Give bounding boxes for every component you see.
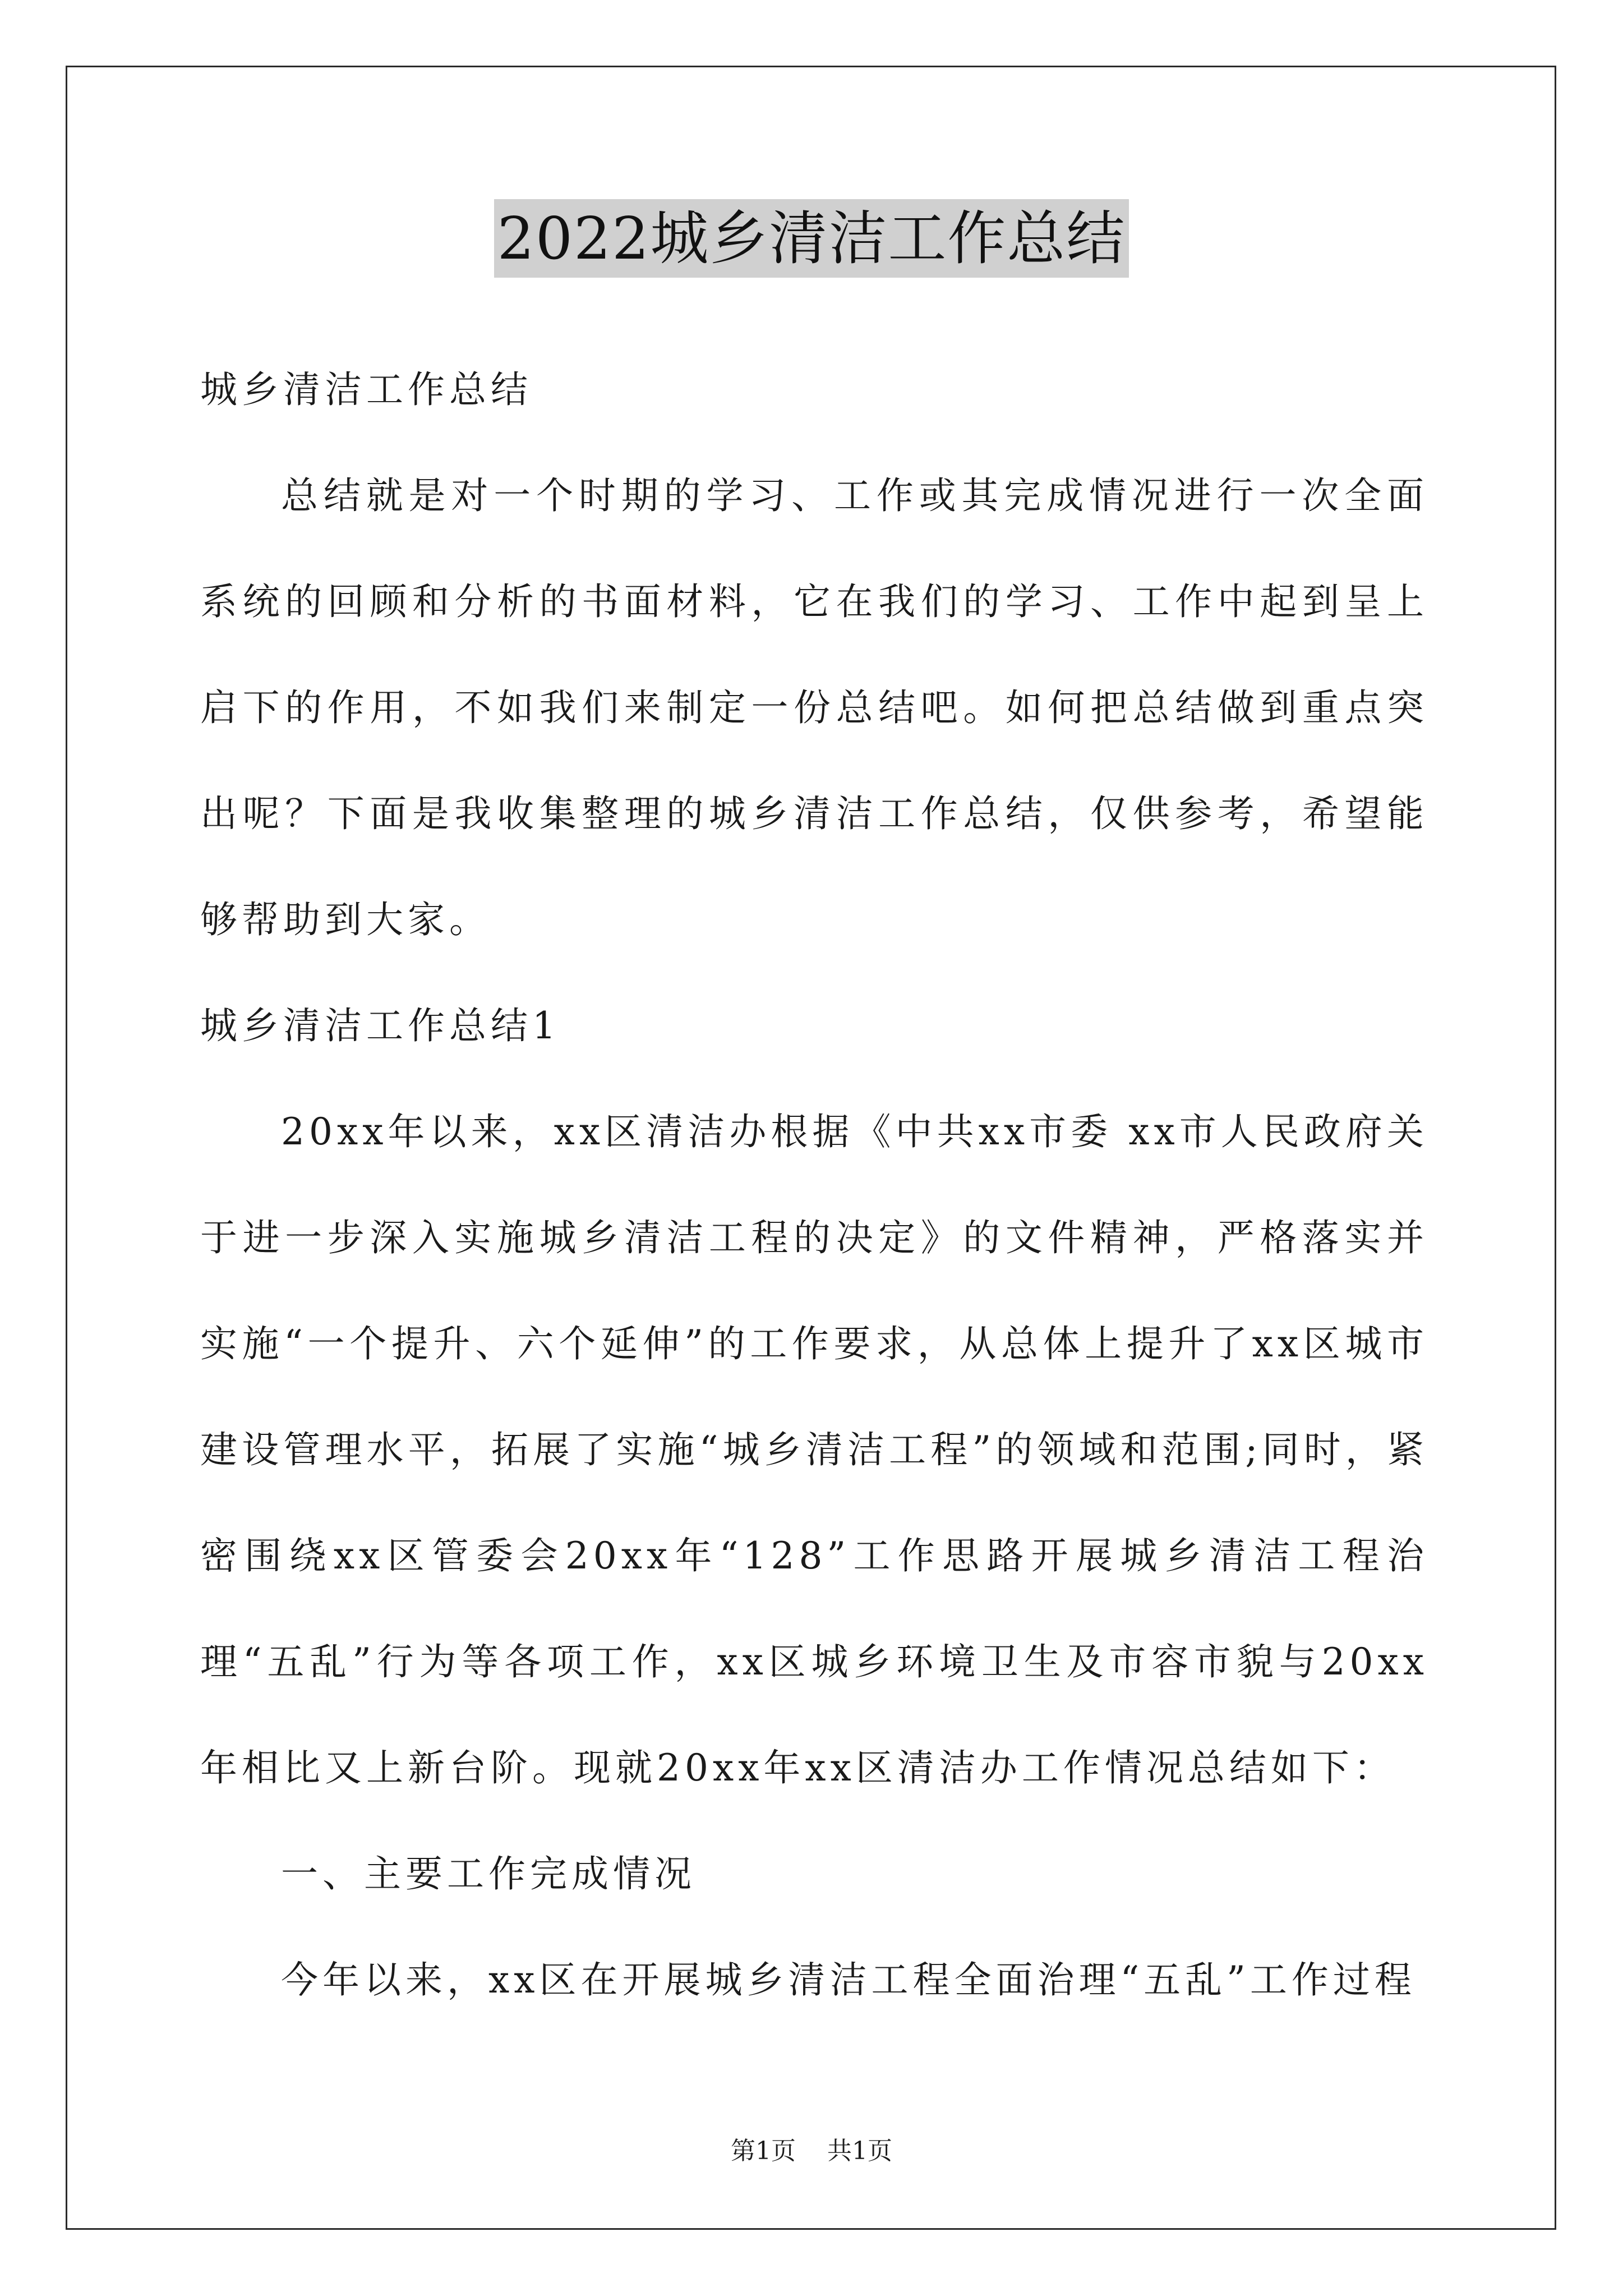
page-number-current: 第1页: [731, 2137, 796, 2165]
body-paragraph-1: 20xx年以来，xx区清洁办根据《中共xx市委 xx市人民政府关于进一步深入实施城乡清洁工程的决定》的文件精神，严格落实并实施“一个提升、六个延伸”的工作要求，从总体上提升了xx区城市建设管理水平，拓展了实施“城乡清洁工程”的领域和范围;同时，紧密围绕xx区管委会20xx年“128”工作思路开展城乡清洁工程治理“五乱”行为等各项工作，xx区城乡环境卫生及市容市貌与20xx年相比又上新台阶。现就20xx年xx区清洁办工作情况总结如下：: [200, 1110, 1428, 1789]
section-heading-1: 城乡清洁工作总结1: [200, 1004, 560, 1047]
body-paragraph-2: 今年以来，xx区在开展城乡清洁工程全面治理“五乱”工作过程: [281, 1958, 1416, 2001]
subsection-heading: 一、主要工作完成情况: [281, 1852, 696, 1895]
intro-paragraph: 总结就是对一个时期的学习、工作或其完成情况进行一次全面系统的回顾和分析的书面材料，它在我们的学习、工作中起到呈上启下的作用，不如我们来制定一份总结吧。如何把总结做到重点突出呢？下面是我收集整理的城乡清洁工作总结，仅供参考，希望能够帮助到大家。: [200, 474, 1428, 941]
title-container: [0, 199, 1623, 278]
page-number-total: 共1页: [827, 2137, 892, 2165]
subtitle-paragraph: 城乡清洁工作总结: [200, 368, 532, 411]
page-footer: [0, 2134, 1623, 2168]
document-body: [200, 337, 1428, 2033]
document-title: 2022城乡清洁工作总结: [494, 199, 1129, 278]
